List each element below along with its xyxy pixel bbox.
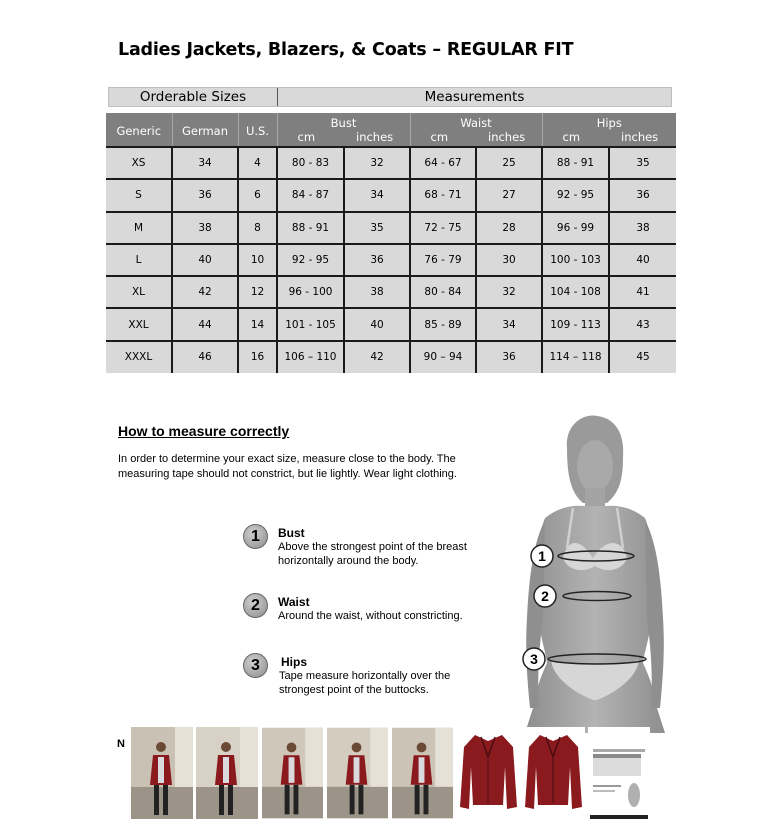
cell-hips-inches: 43 xyxy=(609,308,676,340)
cell-hips-inches: 38 xyxy=(609,212,676,244)
cell-generic: M xyxy=(106,212,172,244)
cell-waist-inches: 25 xyxy=(476,147,542,179)
bust-marker xyxy=(531,545,553,567)
step-number-badge: 1 xyxy=(243,524,268,549)
cell-german: 46 xyxy=(172,341,238,373)
product-photo-thumbnail[interactable] xyxy=(131,727,193,819)
cell-hips-inches: 41 xyxy=(609,276,676,308)
table-row xyxy=(106,341,676,373)
cell-german: 34 xyxy=(172,147,238,179)
cell-bust-cm: 88 - 91 xyxy=(277,212,344,244)
cell-waist-cm: 64 - 67 xyxy=(410,147,476,179)
cell-us: 14 xyxy=(238,308,277,340)
header-waist: Waist xyxy=(410,113,542,130)
cell-waist-cm: 90 – 94 xyxy=(410,341,476,373)
body-silhouette-figure xyxy=(515,408,675,733)
cell-hips-cm: 104 - 108 xyxy=(542,276,609,308)
hips-marker xyxy=(523,648,545,670)
how-to-measure-intro: In order to determine your exact size, measure close to the body. The measuring tape should not constrict, but lie lightly. Wear light clothing. xyxy=(118,453,457,480)
header-hips: Hips xyxy=(542,113,676,130)
cell-waist-cm: 68 - 71 xyxy=(410,179,476,211)
cell-hips-cm: 96 - 99 xyxy=(542,212,609,244)
cell-hips-cm: 92 - 95 xyxy=(542,179,609,211)
table-row xyxy=(106,212,676,244)
product-photo-thumbnail[interactable] xyxy=(327,727,388,819)
cell-hips-inches: 35 xyxy=(609,147,676,179)
cell-waist-inches: 36 xyxy=(476,341,542,373)
measurements-header: Measurements xyxy=(424,89,525,105)
header-us: U.S. xyxy=(238,113,277,147)
cell-bust-inches: 40 xyxy=(344,308,410,340)
size-table xyxy=(106,113,676,373)
step-number-badge: 3 xyxy=(243,653,268,678)
header-waist-inches: inches xyxy=(476,130,542,147)
cell-german: 38 xyxy=(172,212,238,244)
size-chart-thumbnail[interactable] xyxy=(588,727,650,819)
step-title: Hips xyxy=(281,655,308,669)
cell-bust-cm: 80 - 83 xyxy=(277,147,344,179)
silhouette-shape xyxy=(525,415,665,733)
cell-bust-cm: 101 - 105 xyxy=(277,308,344,340)
cell-bust-inches: 38 xyxy=(344,276,410,308)
cell-waist-inches: 28 xyxy=(476,212,542,244)
cell-bust-inches: 36 xyxy=(344,244,410,276)
table-row xyxy=(106,147,676,179)
table-row xyxy=(106,276,676,308)
cell-bust-cm: 106 – 110 xyxy=(277,341,344,373)
cell-hips-inches: 36 xyxy=(609,179,676,211)
cell-waist-cm: 76 - 79 xyxy=(410,244,476,276)
cell-us: 4 xyxy=(238,147,277,179)
cell-us: 8 xyxy=(238,212,277,244)
strip-label: N xyxy=(117,738,125,750)
cell-generic: XS xyxy=(106,147,172,179)
cell-hips-cm: 109 - 113 xyxy=(542,308,609,340)
step-title: Waist xyxy=(278,595,310,609)
cell-german: 40 xyxy=(172,244,238,276)
cell-german: 42 xyxy=(172,276,238,308)
header-german: German xyxy=(172,113,238,147)
cell-waist-inches: 32 xyxy=(476,276,542,308)
cell-bust-cm: 92 - 95 xyxy=(277,244,344,276)
header-bust: Bust xyxy=(277,113,410,130)
cell-hips-cm: 114 – 118 xyxy=(542,341,609,373)
cell-bust-inches: 34 xyxy=(344,179,410,211)
header-waist-cm: cm xyxy=(410,130,476,147)
cell-us: 6 xyxy=(238,179,277,211)
step-description: Above the strongest point of the breast horizontally around the body. xyxy=(278,541,467,567)
column-group-header xyxy=(108,87,672,107)
product-photo-thumbnail[interactable] xyxy=(262,727,323,819)
cell-waist-inches: 34 xyxy=(476,308,542,340)
header-bust-cm: cm xyxy=(277,130,344,147)
orderable-sizes-header: Orderable Sizes xyxy=(109,88,278,106)
cell-bust-inches: 32 xyxy=(344,147,410,179)
cell-bust-cm: 84 - 87 xyxy=(277,179,344,211)
cell-generic: XXXL xyxy=(106,341,172,373)
cell-german: 36 xyxy=(172,179,238,211)
page-title: Ladies Jackets, Blazers, & Coats – REGULAR FIT xyxy=(118,40,574,60)
header-generic: Generic xyxy=(106,113,172,147)
cell-us: 16 xyxy=(238,341,277,373)
svg-text:1: 1 xyxy=(538,548,546,564)
cell-bust-inches: 42 xyxy=(344,341,410,373)
cell-waist-cm: 80 - 84 xyxy=(410,276,476,308)
cell-hips-inches: 40 xyxy=(609,244,676,276)
step-title: Bust xyxy=(278,526,305,540)
how-to-measure-title: How to measure correctly xyxy=(118,423,290,439)
table-row xyxy=(106,308,676,340)
cell-waist-inches: 30 xyxy=(476,244,542,276)
svg-text:3: 3 xyxy=(530,651,538,667)
jacket-product-thumbnail[interactable] xyxy=(457,727,520,819)
cell-hips-inches: 45 xyxy=(609,341,676,373)
product-photo-thumbnail[interactable] xyxy=(196,727,258,819)
cell-bust-inches: 35 xyxy=(344,212,410,244)
header-hips-inches: inches xyxy=(609,130,676,147)
svg-text:2: 2 xyxy=(541,588,549,604)
cell-generic: XXL xyxy=(106,308,172,340)
cell-hips-cm: 100 - 103 xyxy=(542,244,609,276)
header-hips-cm: cm xyxy=(542,130,609,147)
cell-us: 10 xyxy=(238,244,277,276)
product-photo-thumbnail[interactable] xyxy=(392,727,453,819)
table-row xyxy=(106,179,676,211)
cell-generic: XL xyxy=(106,276,172,308)
table-row xyxy=(106,244,676,276)
cell-waist-cm: 85 - 89 xyxy=(410,308,476,340)
cell-bust-cm: 96 - 100 xyxy=(277,276,344,308)
waist-marker xyxy=(534,585,556,607)
cell-german: 44 xyxy=(172,308,238,340)
cell-waist-cm: 72 - 75 xyxy=(410,212,476,244)
step-description: Tape measure horizontally over the strongest point of the buttocks. xyxy=(279,670,451,696)
cell-hips-cm: 88 - 91 xyxy=(542,147,609,179)
step-description: Around the waist, without constricting. xyxy=(278,610,463,622)
header-bust-inches: inches xyxy=(344,130,410,147)
cell-generic: S xyxy=(106,179,172,211)
cell-us: 12 xyxy=(238,276,277,308)
jacket-product-thumbnail[interactable] xyxy=(522,727,585,819)
step-number-badge: 2 xyxy=(243,593,268,618)
cell-waist-inches: 27 xyxy=(476,179,542,211)
cell-generic: L xyxy=(106,244,172,276)
